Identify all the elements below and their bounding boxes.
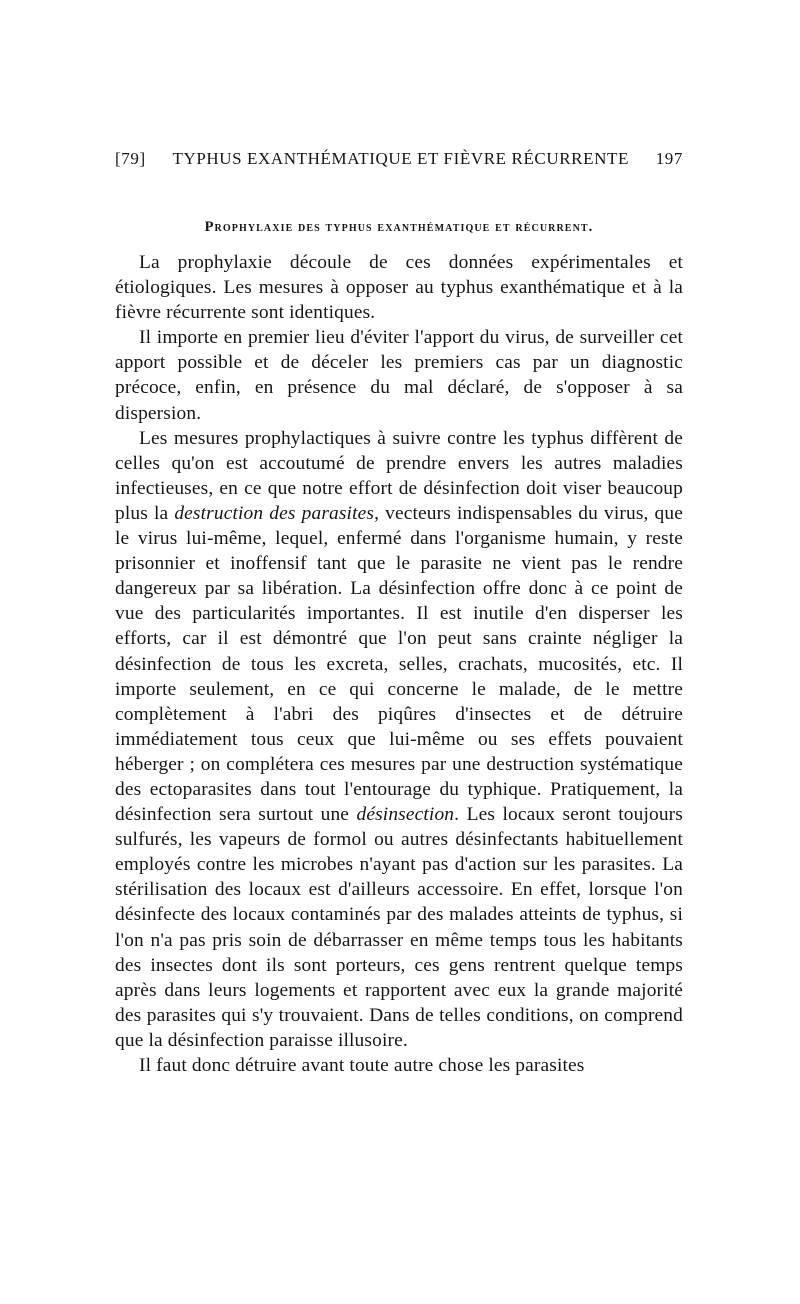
italic-desinsection: désinsection [356,804,455,826]
running-header [115,146,683,172]
paragraph-4: Il faut donc détruire avant toute autre chose les parasites [139,1055,585,1076]
paragraph-3 [115,426,683,1053]
italic-destruction-des-parasites: destruction des parasites [174,502,375,524]
book-page [115,146,683,1078]
running-title: TYPHUS EXANTHÉMATIQUE ET FIÈVRE RÉCURRENTE [172,149,629,168]
body-text [115,250,683,1078]
paragraph-3-text-a: Les mesures prophylactiques à suivre contre les typhus diffèrent de celles qu'on est accoutumé de prendre envers les autres maladies infectieuses, en ce que notre effort de désinfection doit viser beaucoup plus la [115,427,683,524]
page-number: 197 [655,149,683,168]
paragraph-2: Il importe en premier lieu d'éviter l'apport du virus, de surveiller cet apport possible et de déceler les premiers cas par un diagnostic précoce, enfin, en présence du mal déclaré, de s'opposer à sa dispersion. [115,327,683,424]
paragraph-3-text-c: . Les locaux seront toujours sulfurés, les vapeurs de formol ou autres désinfectants habituellement employés contre les microbes n'ayant pas d'action sur les parasites. La stérilisation des locaux est d'ailleurs accessoire. En effet, lorsque l'on désinfecte des locaux contaminés par des malades atteints de typhus, si l'on n'a pas pris soin de débarrasser en même temps tous les habitants des insectes dont ils sont porteurs, ces gens rentrent quelque temps après dans leurs logements et rapportent avec eux la grande majorité des parasites qui s'y trouvaient. Dans de telles conditions, on comprend que la désinfection paraisse illusoire. [115,804,683,1051]
page-reference: [79] [115,149,146,168]
paragraph-3-text-b: , vecteurs indispensables du virus, que le virus lui-même, lequel, enfermé dans l'organisme humain, y reste prisonnier et inoffensif tant que le parasite ne vient pas le rendre dangereux par sa libération. La désinfection offre donc à ce point de vue des particularités importantes. Il est inutile d'en disperser les efforts, car il est démontré que l'on peut sans crainte négliger la désinfection de tous les excreta, selles, crachats, mucosités, etc. Il importe seulement, en ce qui concerne le malade, de le mettre complètement à l'abri des piqûres d'insectes et de détruire immédiatement tous ceux que lui-même ou ses effets pouvaient héberger ; on complétera ces mesures par une destruction systématique des ectoparasites dans tout l'entourage du typhique. Pratiquement, la désinfection sera surtout une [115,502,684,826]
paragraph-1: La prophylaxie découle de ces données expérimentales et étiologiques. Les mesures à opposer au typhus exanthématique et à la fièvre récurrente sont identiques. [115,252,683,324]
section-title: Prophylaxie des typhus exanthématique et récurrent. [204,219,594,235]
